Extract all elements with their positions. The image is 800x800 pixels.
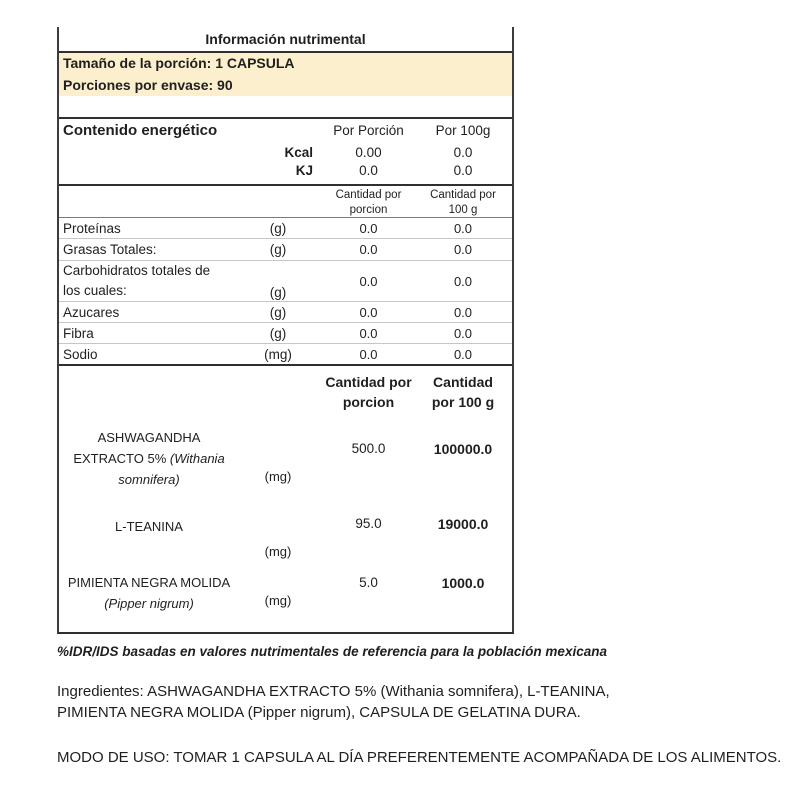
active-per-portion: 95.0 [355,516,382,531]
nutrient-label: Carbohidratos totales de los cuales: [63,263,211,298]
nutrient-unit: (g) [269,285,287,300]
nutrient-row-fiber [59,323,512,344]
nutrient-per-100g: 0.0 [453,304,473,320]
table-title: Información nutrimental [59,27,512,53]
table-bottom-padding [59,614,512,632]
kj-unit: KJ [295,163,313,178]
kcal-unit: Kcal [284,145,313,160]
nutrient-row-sodium [59,344,512,366]
nutrient-per-100g: 0.0 [453,325,473,341]
nutrient-label: Grasas Totales: [63,242,157,257]
spacer-row [59,96,512,119]
ingredients-line: PIMIENTA NEGRA MOLIDA (Pipper nigrum), CAPSULA DE GELATINA DURA. [57,704,581,721]
active-unit: (mg) [264,593,292,608]
nutrient-row-sugars [59,302,512,323]
nutrient-unit: (g) [269,220,287,236]
nutrient-per-portion: 0.0 [359,273,378,289]
serving-size-row: Tamaño de la porción: 1 CAPSULA [59,53,512,74]
qty-per-100g-header: Cantidad por 100 g [430,189,496,216]
nutrient-label: Azucares [63,304,120,320]
quantity-header-bold-row [59,366,512,412]
energy-row-kj [59,163,512,186]
idr-footnote: %IDR/IDS basadas en valores nutrimentales de referencia para la población mexicana [57,644,607,659]
nutrient-per-portion: 0.0 [359,304,378,320]
energy-header-row [59,119,512,142]
col-header-per-portion: Por Porción [333,123,404,138]
energy-label: Contenido energético [63,122,218,139]
ingredients-line: Ingredientes: ASHWAGANDHA EXTRACTO 5% (Withania somnifera), L-TEANINA, [57,683,610,700]
active-name: PIMIENTA NEGRA MOLIDA (Pipper nigrum) [67,575,231,611]
active-unit: (mg) [264,544,292,559]
nutrient-label: Fibra [63,325,94,341]
servings-per-container-row: Porciones por envase: 90 [59,74,512,96]
active-per-portion: 5.0 [359,575,378,590]
qty-bold-per-portion-header: Cantidad por porcion [325,374,412,410]
kj-per-100g: 0.0 [453,163,473,178]
nutrient-unit: (g) [269,304,287,320]
qty-per-portion-header: Cantidad por porcion [335,189,402,216]
nutrient-per-100g: 0.0 [453,273,473,289]
active-per-100g: 19000.0 [437,516,489,532]
kcal-per-100g: 0.0 [453,145,473,160]
kcal-per-portion: 0.00 [355,145,382,160]
nutrient-label: Sodio [63,346,98,362]
nutrient-per-portion: 0.0 [359,346,378,362]
nutrient-per-100g: 0.0 [453,242,473,257]
active-name: L-TEANINA [115,519,183,534]
nutrient-per-100g: 0.0 [453,346,473,362]
active-unit: (mg) [264,469,292,484]
active-per-100g: 1000.0 [441,575,485,591]
nutrient-per-portion: 0.0 [359,242,378,257]
col-header-per-100g: Por 100g [435,123,491,138]
nutrient-row-proteins [59,218,512,239]
energy-row-kcal [59,142,512,163]
nutrient-row-carbohydrates [59,261,512,302]
active-row-black-pepper [59,572,512,614]
active-row-l-theanine [59,516,512,562]
nutrient-per-portion: 0.0 [359,325,378,341]
nutrient-per-portion: 0.0 [359,220,378,236]
ingredients-paragraph [57,681,610,723]
usage-instructions: MODO DE USO: TOMAR 1 CAPSULA AL DÍA PREFERENTEMENTE ACOMPAÑADA DE LOS ALIMENTOS. [57,749,782,766]
nutrient-label: Proteínas [63,220,121,236]
kj-per-portion: 0.0 [359,163,378,178]
active-per-100g: 100000.0 [433,441,493,457]
nutrient-unit: (mg) [264,346,292,362]
qty-bold-per-100g-header: Cantidad por 100 g [431,374,495,410]
nutrient-unit: (g) [269,242,287,257]
active-row-ashwagandha [59,427,512,490]
quantity-header-row [59,186,512,218]
nutrient-per-100g: 0.0 [453,220,473,236]
nutrient-row-fats [59,239,512,261]
nutrition-facts-table [57,27,514,634]
active-name: ASHWAGANDHA EXTRACTO 5% (Withania somnifera) [73,430,225,487]
active-per-portion: 500.0 [351,441,386,456]
nutrient-unit: (g) [269,325,287,341]
